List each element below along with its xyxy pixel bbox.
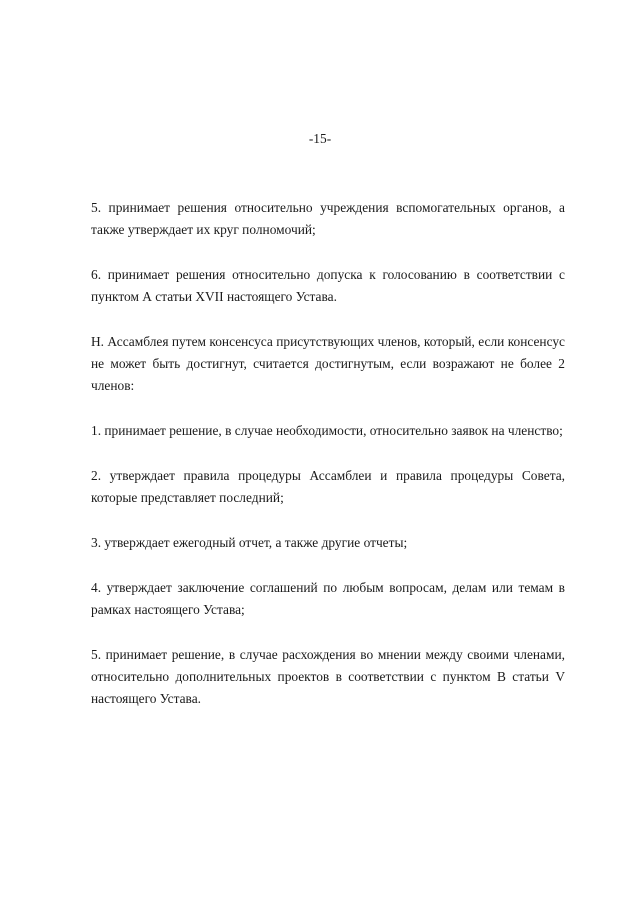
paragraph-item-5-additional-projects: 5. принимает решение, в случае расхождения во мнении между своими членами, относительно дополнительных проектов в соответствии с пунктом B статьи V настоящего Устава. [91, 647, 565, 706]
paragraph-item-2-rules-of-procedure: 2. утверждает правила процедуры Ассамблеи и правила процедуры Совета, которые представляет последний; [91, 468, 565, 505]
paragraph-item-6-voting-admission: 6. принимает решения относительно допуска к голосованию в соответствии с пунктом А статьи XVII настоящего Устава. [91, 267, 565, 304]
paragraph-item-4-agreements: 4. утверждает заключение соглашений по любым вопросам, делам или темам в рамках настоящего Устава; [91, 580, 565, 617]
paragraph-item-1-membership: 1. принимает решение, в случае необходимости, относительно заявок на членство; [91, 423, 563, 438]
paragraph-item-3-annual-report: 3. утверждает ежегодный отчет, а также другие отчеты; [91, 535, 408, 550]
page-number: -15- [308, 131, 332, 146]
paragraph-item-5-subsidiary-bodies: 5. принимает решения относительно учреждения вспомогательных органов, а также утверждает их круг полномочий; [91, 200, 565, 237]
paragraph-section-h-intro: H. Ассамблея путем консенсуса присутствующих членов, который, если консенсус не может быть достигнут, считается достигнутым, если возражают не более 2 членов: [91, 334, 565, 393]
